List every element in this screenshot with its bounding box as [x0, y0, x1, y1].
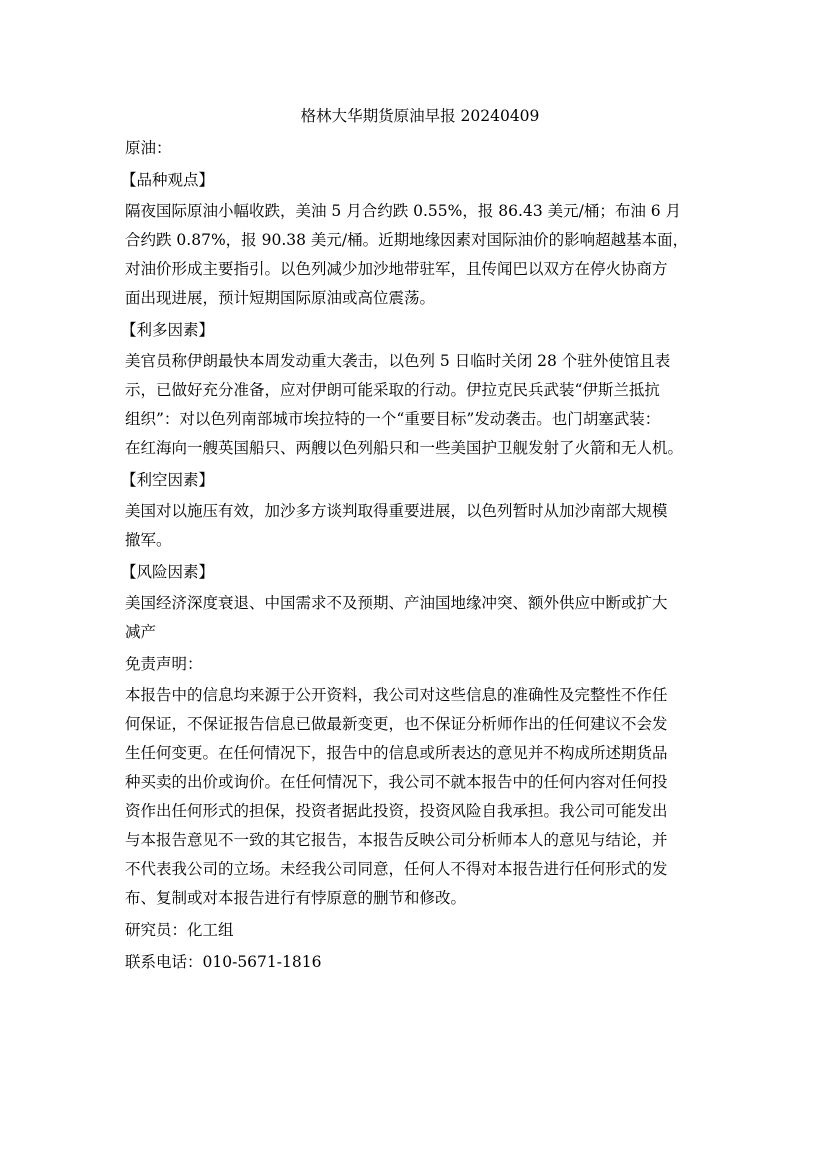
- report-title: 格林大华期货原油早报 20240409: [300, 107, 540, 125]
- view-heading: 【品种观点】: [121, 171, 215, 189]
- risk-paragraph: [125, 589, 707, 647]
- text-line: 对油价形成主要指引。以色列减少加沙地带驻军，且传闻巴以双方在停火协商方: [125, 260, 668, 278]
- text-line: 示，已做好充分准备，应对伊朗可能采取的行动。伊拉克民兵武装“伊斯兰抵抗: [125, 381, 660, 399]
- text-line: 减产: [125, 623, 157, 641]
- text-line: 本报告中的信息均来源于公开资料，我公司对这些信息的准确性及完整性不作任: [125, 686, 668, 704]
- text-line: 何保证，不保证报告信息已做最新变更，也不保证分析师作出的任何建议不会发: [125, 715, 668, 733]
- product-label: 原油：: [125, 139, 172, 157]
- disclaimer-paragraph: [125, 681, 707, 913]
- text-line: 与本报告意见不一致的其它报告，本报告反映公司分析师本人的意见与结论，并: [125, 831, 668, 849]
- phone-line: 联系电话：010-5671-1816: [125, 953, 322, 971]
- disclaimer-heading: 免责声明：: [125, 655, 203, 673]
- text-line: 合约跌 0.87%，报 90.38 美元/桶。近期地缘因素对国际油价的影响超越基本面，: [125, 231, 689, 249]
- text-line: 撤军。: [125, 531, 172, 549]
- text-line: 隔夜国际原油小幅收跌，美油 5 月合约跌 0.55%，报 86.43 美元/桶；布油 6 月: [125, 202, 682, 220]
- report-page: [121, 104, 707, 982]
- risk-heading: 【风险因素】: [121, 563, 215, 581]
- bearish-heading: 【利空因素】: [121, 471, 215, 489]
- bullish-heading: 【利多因素】: [121, 321, 215, 339]
- text-line: 组织”：对以色列南部城市埃拉特的一个“重要目标”发动袭击。也门胡塞武装：: [125, 410, 661, 428]
- view-paragraph: [125, 197, 707, 313]
- text-line: 资作出任何形式的担保，投资者据此投资，投资风险自我承担。我公司可能发出: [125, 802, 668, 820]
- researcher-line: 研究员：化工组: [125, 921, 234, 939]
- text-line: 美官员称伊朗最快本周发动重大袭击，以色列 5 日临时关闭 28 个驻外使馆且表: [125, 352, 671, 370]
- bearish-paragraph: [125, 497, 707, 555]
- text-line: 种买卖的出价或询价。在任何情况下，我公司不就本报告中的任何内容对任何投: [125, 773, 668, 791]
- text-line: 布、复制或对本报告进行有悖原意的删节和修改。: [125, 889, 467, 907]
- text-line: 美国对以施压有效，加沙多方谈判取得重要进展，以色列暂时从加沙南部大规模: [125, 502, 668, 520]
- text-line: 不代表我公司的立场。未经我公司同意，任何人不得对本报告进行任何形式的发: [125, 860, 668, 878]
- text-line: 美国经济深度衰退、中国需求不及预期、产油国地缘冲突、额外供应中断或扩大: [125, 594, 668, 612]
- text-line: 生任何变更。在任何情况下，报告中的信息或所表达的意见并不构成所述期货品: [125, 744, 668, 762]
- bullish-paragraph: [125, 347, 707, 463]
- text-line: 面出现进展，预计短期国际原油或高位震荡。: [125, 289, 436, 307]
- text-line: 在红海向一艘英国船只、两艘以色列船只和一些美国护卫舰发射了火箭和无人机。: [125, 439, 684, 457]
